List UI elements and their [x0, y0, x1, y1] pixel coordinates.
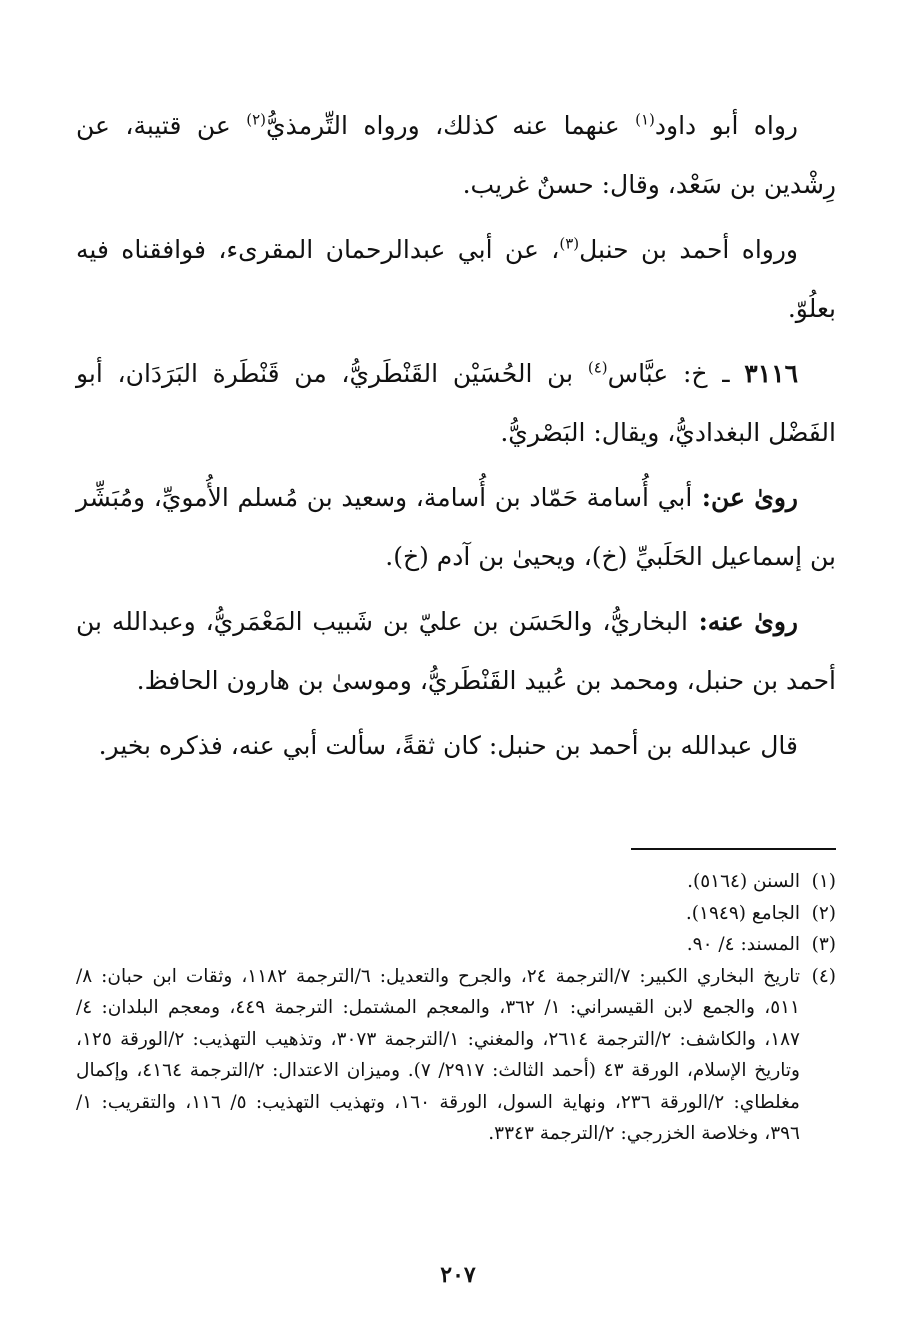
footnote-ref-3[interactable]: (٣): [559, 234, 580, 253]
paragraph-teachers: [76, 468, 836, 586]
footnote-3: [76, 929, 836, 961]
paragraph-narration-1: [76, 96, 836, 214]
footnote-text: تاريخ البخاري الكبير: ٧/الترجمة ٢٤، والجرح والتعديل: ٦/الترجمة ١١٨٢، وثقات ابن حبان: ٨/ ٥١١، والجمع لابن القيسراني: ١/ ٣٦٢، والمعجم المشتمل: الترجمة ٤٤٩، ومعجم البلدان: ٤/ ١٨٧، والكاشف: ٢/الترجمة ٢٦١٤، والمغني: ١/الترجمة ٣٠٧٣، وتذهيب التهذيب: ٢/الورقة ١٢٥، وتاريخ الإسلام، الورقة ٤٣ (أحمد الثالث: ٢٩١٧/ ٧). وميزان الاعتدال: ٢/الترجمة ٤١٦٤، وإكمال مغلطاي: ٢/الورقة ٢٣٦، ونهاية السول، الورقة ١٦٠، وتهذيب التهذيب: ٥/ ١١٦، والتقريب: ١/ ٣٩٦، وخلاصة الخزرجي: ٢/الترجمة ٣٣٤٣.: [76, 965, 800, 1144]
footnote-mark: (١): [811, 871, 836, 892]
paragraph-students: [76, 592, 836, 710]
text-run: ورواه أحمد بن حنبل: [579, 235, 798, 264]
main-text: [76, 96, 836, 781]
paragraph-assessment: قال عبدالله بن أحمد بن حنبل: كان ثقةً، سألت أبي عنه، فذكره بخير.: [98, 731, 798, 760]
text-run: بن الحُسَيْن القَنْطَريُّ، من قَنْطَرة البَرَدَان، أبو الفَضْل البغداديُّ، ويقال: البَصْريُّ.: [76, 359, 836, 447]
paragraph-narration-2: [76, 220, 836, 338]
footnote-ref-1[interactable]: (١): [635, 110, 655, 129]
footnote-text: الجامع (١٩٤٩).: [685, 902, 800, 924]
text-run: أبي أُسامة حَمّاد بن أُسامة، وسعيد بن مُسلم الأُمويِّ، ومُبَشِّر بن إسماعيل الحَلَبيِّ (خ)، ويحيىٰ بن آدم (خ).: [76, 483, 836, 571]
footnote-mark: (٣): [811, 934, 836, 955]
teachers-label: روىٰ عن:: [692, 483, 799, 512]
page-number: ٢٠٧: [440, 1262, 476, 1288]
students-label: روىٰ عنه:: [687, 607, 798, 636]
footnote-text: المسند: ٤/ ٩٠.: [686, 934, 800, 955]
text-run: رواه أبو داود: [654, 111, 798, 140]
footnote-2: [76, 898, 836, 930]
text-run: ، عن أبي عبدالرحمان المقرىء، فوافقناه فيه بعلُوّ.: [76, 235, 836, 323]
footnotes: [76, 866, 836, 1150]
text-run: عن قتيبة، عن رِشْدين بن سَعْد، وقال: حسنٌ غريب.: [76, 111, 836, 199]
footnote-mark: (٤): [811, 965, 836, 987]
footnote-ref-2[interactable]: (٢): [246, 110, 267, 129]
entry-number: ٣١١٦: [744, 359, 798, 388]
biography-entry-heading: [76, 344, 836, 462]
footnote-mark: (٢): [811, 902, 836, 924]
footnote-1: [76, 866, 836, 898]
footnote-text: السنن (٥١٦٤).: [687, 871, 800, 892]
footnote-ref-4[interactable]: (٤): [587, 358, 608, 377]
text-run: البخاريُّ، والحَسَن بن عليّ بن شَبيب المَعْمَريُّ، وعبدالله بن أحمد بن حنبل، ومحمد بن عُبيد القَنْطَريُّ، وموسىٰ بن هارون الحافظ.: [76, 607, 836, 695]
text-run: عنهما عنه كذلك، ورواه التِّرمذيُّ: [266, 111, 636, 140]
text-run: ـ خ: عبَّاس: [607, 359, 745, 388]
footnote-divider: [631, 848, 836, 850]
footnote-4: [76, 961, 836, 1150]
